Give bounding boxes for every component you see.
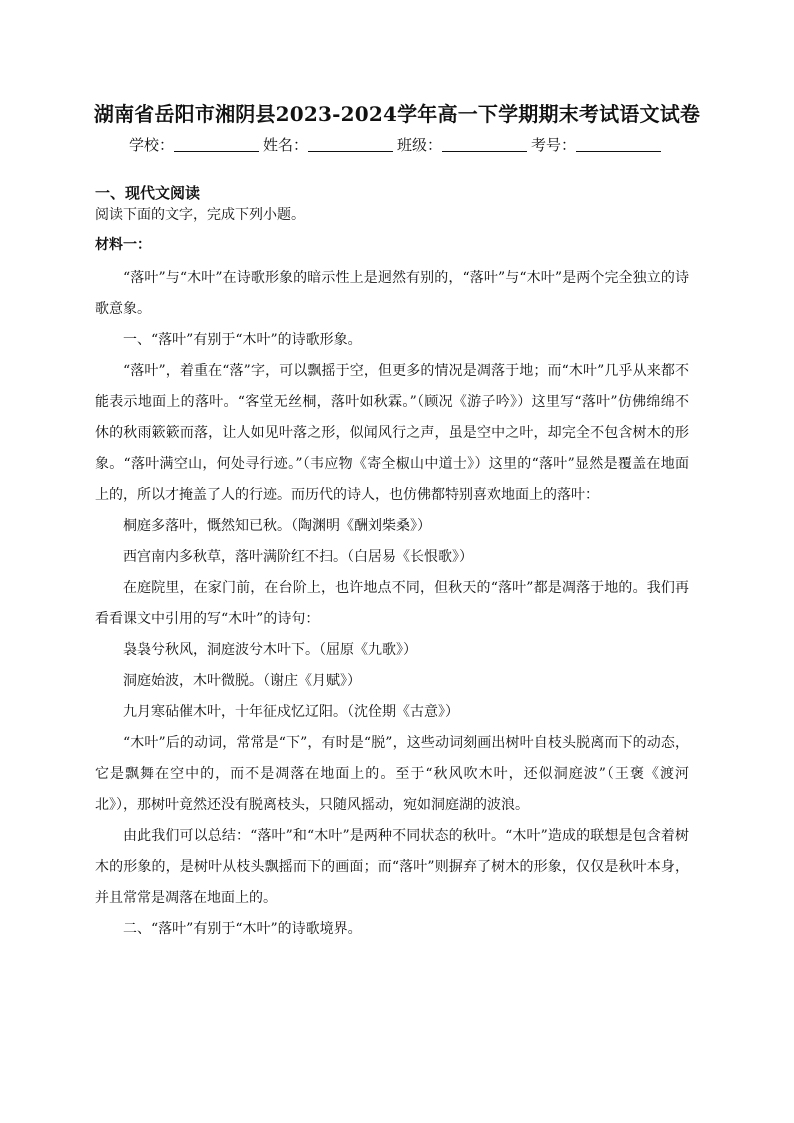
- section-instruction: 阅读下面的文字，完成下列小题。: [95, 207, 305, 223]
- name-blank[interactable]: [308, 136, 393, 152]
- class-blank[interactable]: [442, 136, 527, 152]
- poem-line: 西宫南内多秋草，落叶满阶红不扫。（白居易《长恨歌》）: [123, 549, 473, 565]
- poem-line: 袅袅兮秋风，洞庭波兮木叶下。（屈原《九歌》）: [123, 642, 417, 658]
- passage-paragraph: 二、“落叶”有别于“木叶”的诗歌境界。: [123, 921, 362, 937]
- passage-paragraph: 在庭院里，在家门前，在台阶上，也许地点不同，但秋天的“落叶”都是凋落于地的。我们再看看课文中引用的写“木叶”的诗句：: [95, 580, 689, 627]
- student-info-line: [0, 134, 794, 156]
- school-blank[interactable]: [174, 136, 259, 152]
- passage-paragraph: 一、“落叶”有别于“木叶”的诗歌形象。: [123, 332, 362, 348]
- exam-title: 湖南省岳阳市湘阴县2023-2024学年高一下学期期末考试语文试卷: [93, 102, 701, 126]
- material-label: 材料一：: [95, 237, 151, 253]
- passage-paragraph: “落叶”与“木叶”在诗歌形象的暗示性上是迥然有别的，“落叶”与“木叶”是两个完全独立的诗歌意象。: [95, 270, 689, 317]
- exam-number-label: 考号：: [531, 136, 577, 154]
- poem-line: 洞庭始波，木叶微脱。（谢庄《月赋》）: [123, 673, 361, 689]
- passage-paragraph: “木叶”后的动词，常常是“下”，有时是“脱”，这些动词刻画出树叶自枝头脱离而下的动态，它是飘舞在空中的，而不是凋落在地面上的。至于“秋风吹木叶，还似洞庭波”（王褒《渡河北》），那树叶竟然还没有脱离枝头，只随风摇动，宛如洞庭湖的波浪。: [95, 735, 689, 813]
- passage-paragraph: 由此我们可以总结：“落叶”和“木叶”是两种不同状态的秋叶。“木叶”造成的联想是包含着树木的形象的，是树叶从枝头飘摇而下的画面；而“落叶”则摒弃了树木的形象，仅仅是秋叶本身，并且常常是凋落在地面上的。: [95, 828, 689, 906]
- exam-number-blank[interactable]: [576, 136, 661, 152]
- section-title: 一、现代文阅读: [95, 184, 201, 202]
- poem-line: 桐庭多落叶，慨然知已秋。（陶渊明《酬刘柴桑》）: [123, 518, 431, 534]
- poem-line: 九月寒砧催木叶，十年征戍忆辽阳。（沈佺期《古意》）: [123, 704, 459, 720]
- class-label: 班级：: [397, 136, 443, 154]
- reading-passage: [95, 263, 689, 945]
- passage-paragraph: “落叶”，着重在“落”字，可以飘摇于空，但更多的情况是凋落于地；而“木叶”几乎从来都不能表示地面上的落叶。“客堂无丝桐，落叶如秋霖。”（顾况《游子吟》）这里写“落叶”仿佛绵绵不休的秋雨簌簌而落，让人如见叶落之形，似闻风行之声，虽是空中之叶，却完全不包含树木的形象。“落叶满空山，何处寻行迹。”（韦应物《寄全椒山中道士》）这里的“落叶”显然是覆盖在地面上的，所以才掩盖了人的行迹。而历代的诗人，也仿佛都特别喜欢地面上的落叶：: [95, 363, 689, 503]
- name-label: 姓名：: [262, 136, 308, 154]
- school-label: 学校：: [128, 136, 174, 154]
